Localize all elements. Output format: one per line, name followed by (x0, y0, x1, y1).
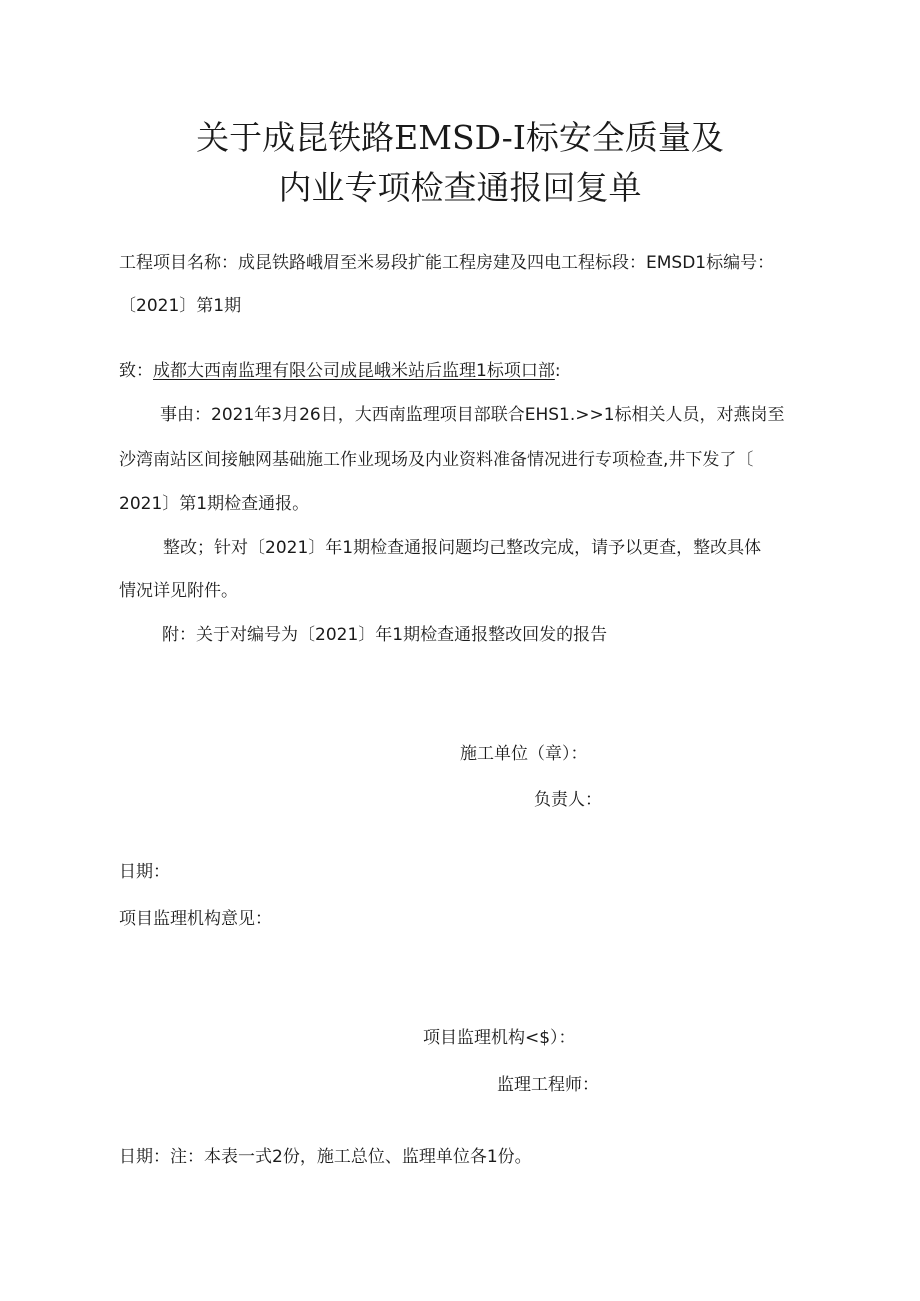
project-name-line: 工程项目名称：成昆铁路峨眉至米易段扩能工程房建及四电工程标段：EMSD1标编号： (119, 253, 775, 273)
document-title-line-1: 关于成昆铁路EMSD-I标安全质量及 (196, 118, 724, 157)
attachment-line: 附：关于对编号为〔2021〕年1期检查通报整改回发的报告 (162, 625, 608, 645)
reason-line-3: 2021〕第1期检查通报。 (119, 494, 310, 514)
contractor-person-label: 负责人： (534, 790, 602, 810)
reason-line-1: 事由：2021年3月26日，大西南监理项目部联合EHS1.>>1标相关人员，对燕岗至 (160, 405, 785, 425)
supervision-date-and-note: 日期：注：本表一式2份，施工总位、监理单位各1份。 (119, 1147, 532, 1167)
supervision-org-seal-label: 项目监理机构<$）： (423, 1028, 576, 1048)
supervision-engineer-label: 监理工程师： (497, 1075, 599, 1095)
document-title-line-2: 内业专项检查通报回复单 (278, 168, 642, 207)
contractor-date-label: 日期： (119, 862, 170, 882)
reason-line-2: 沙湾南站区间接触网基础施工作业现场及内业资料准备情况进行专项检查,井下发了〔 (119, 450, 754, 470)
recipient-name: 成都大西南监理有限公司成昆峨米站后监理1标项口部 (153, 361, 555, 381)
recipient-prefix: 致： (119, 361, 153, 381)
rectification-line-2: 情况详见附件。 (119, 581, 238, 601)
rectification-line-1: 整改；针对〔2021〕年1期检查通报问题均己整改完成，请予以更查，整改具体 (163, 538, 762, 558)
recipient-line (119, 359, 561, 383)
report-number-line: 〔2021〕第1期 (119, 296, 242, 316)
contractor-unit-seal-label: 施工单位（章）： (460, 744, 588, 764)
supervision-opinion-label: 项目监理机构意见： (119, 909, 272, 929)
recipient-suffix: : (554, 361, 561, 381)
